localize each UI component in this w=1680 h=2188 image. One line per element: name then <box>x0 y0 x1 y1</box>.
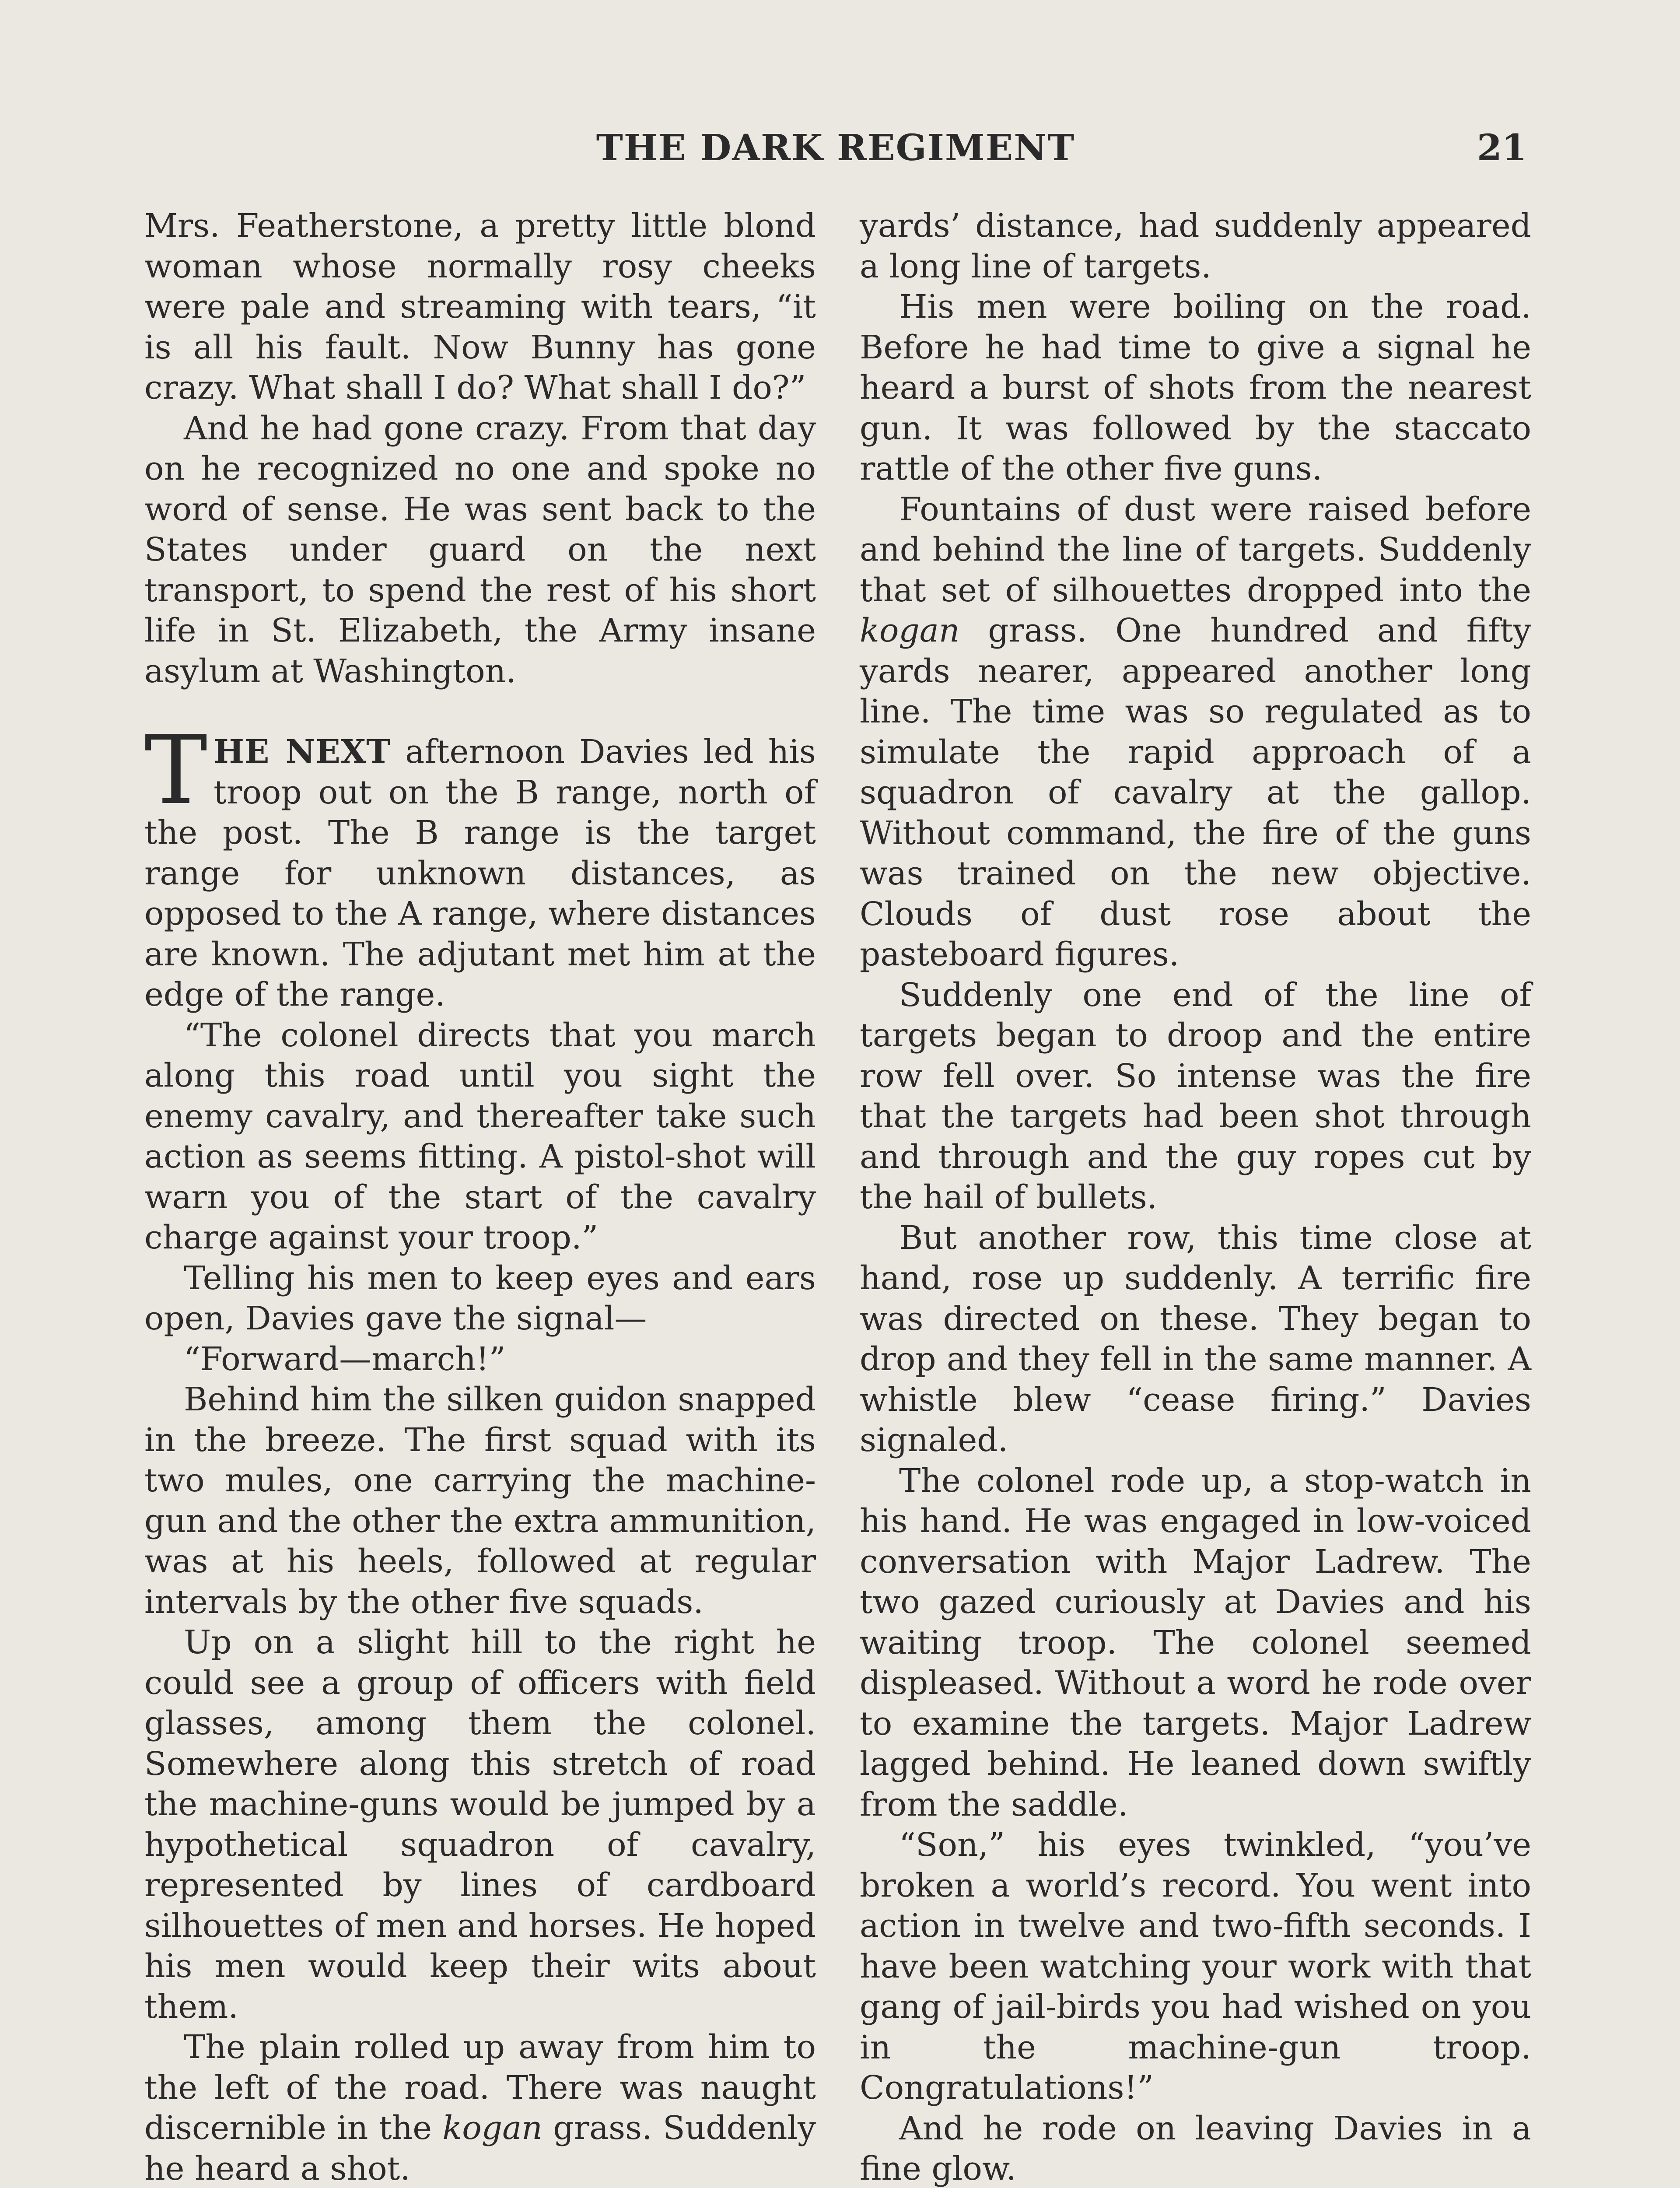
paragraph: Behind him the silken guidon snapped in the breeze. The first squad with its two mules, one carrying the machine-gun and the other the extra ammunition, was at his heels, followed at regular intervals by the other five squads. <box>144 1381 816 1621</box>
paragraph: Mrs. Featherstone, a pretty little blond woman whose normally rosy cheeks were pale and streaming with tears, “it is all his fault. Now Bunny has gone crazy. What shall I do? What shall I do?” <box>144 207 816 407</box>
paragraph: yards’ distance, had suddenly appeared a long line of targets. <box>860 207 1531 285</box>
paragraph-text: afternoon Davies led his troop out on the B range, north of the post. The B range is the target range for unknown distances, as opposed to the A range, where distances are known. The adjutant met him at the edge of the range. <box>144 733 816 1013</box>
paragraph-text: grass. Suddenly he heard a shot. <box>144 2109 816 2188</box>
left-column <box>144 206 816 2188</box>
italic-word: kogan <box>860 612 960 649</box>
drop-cap: T <box>144 715 208 825</box>
paragraph-text: The plain rolled up away from him to the left of the road. There was naught discernible in the <box>144 2028 816 2147</box>
italic-word: kogan <box>442 2109 542 2147</box>
right-column <box>860 206 1531 2188</box>
running-title: THE DARK REGIMENT <box>596 127 1075 169</box>
paragraph: Suddenly one end of the line of targets began to droop and the entire row fell over. So intense was the fire that the targets had been shot through and through and the guy ropes cut by the hail of bullets. <box>860 976 1531 1216</box>
paragraph-text: grass. One hundred and fifty yards nearer, appeared another long line. The time was so regulated as to simulate the rapid approach of a squadron of cavalry at the gallop. Without command, the fire of the guns was trained on the new objective. Clouds of dust rose about the pasteboard figures. <box>860 612 1531 973</box>
paragraph <box>860 489 1531 975</box>
paragraph: “The colonel directs that you march along this road until you sight the enemy cavalry, and thereafter take such action as seems fitting. A pistol-shot will warn you of the start of the cavalry charge against your troop.” <box>144 1016 816 1256</box>
paragraph: But another row, this time close at hand, rose up suddenly. A terrific fire was directed on these. They began to drop and they fell in the same manner. A whistle blew “cease firing.” Davies signaled. <box>860 1219 1531 1459</box>
paragraph: His men were boiling on the road. Before he had time to give a signal he heard a burst of shots from the nearest gun. It was followed by the staccato rattle of the other five guns. <box>860 288 1531 487</box>
paragraph: “Forward—march!” <box>184 1340 506 1378</box>
paragraph: Telling his men to keep eyes and ears open, Davies gave the signal— <box>144 1259 816 1337</box>
running-header <box>144 127 1527 175</box>
paragraph: “Son,” his eyes twinkled, “you’ve broken a world’s record. You went into action in twelve and two-fifth seconds. I have been watching your work with that gang of jail-birds you had wished on you in the machine-gun troop. Congratulations!” <box>860 1826 1531 2107</box>
paragraph-text: Fountains of dust were raised before and behind the line of targets. Suddenly that set of silhouettes dropped into the <box>860 490 1531 609</box>
section-lead-in: HE NEXT <box>214 733 391 771</box>
page-number: 21 <box>1477 127 1527 169</box>
paragraph <box>144 2027 816 2188</box>
paragraph: And he rode on leaving Davies in a fine glow. <box>860 2109 1531 2188</box>
paragraph: The colonel rode up, a stop-watch in his hand. He was engaged in low-voiced conversation with Major Ladrew. The two gazed curiously at Davies and his waiting troop. The colonel seemed displeased. Without a word he rode over to examine the targets. Major Ladrew lagged behind. He leaned down swiftly from the saddle. <box>860 1462 1531 1823</box>
paragraph: And he had gone crazy. From that day on he recognized no one and spoke no word of sense. He was sent back to the States under guard on the next transport, to spend the rest of his short life in St. Elizabeth, the Army insane asylum at Washington. <box>144 409 816 690</box>
section-opening-paragraph <box>144 715 816 1015</box>
paragraph: Up on a slight hill to the right he could see a group of officers with field glasses, among them the colonel. Somewhere along this stretch of road the machine-guns would be jumped by a hypothetical squadron of cavalry, represented by lines of cardboard silhouettes of men and horses. He hoped his men would keep their wits about them. <box>144 1623 816 2026</box>
